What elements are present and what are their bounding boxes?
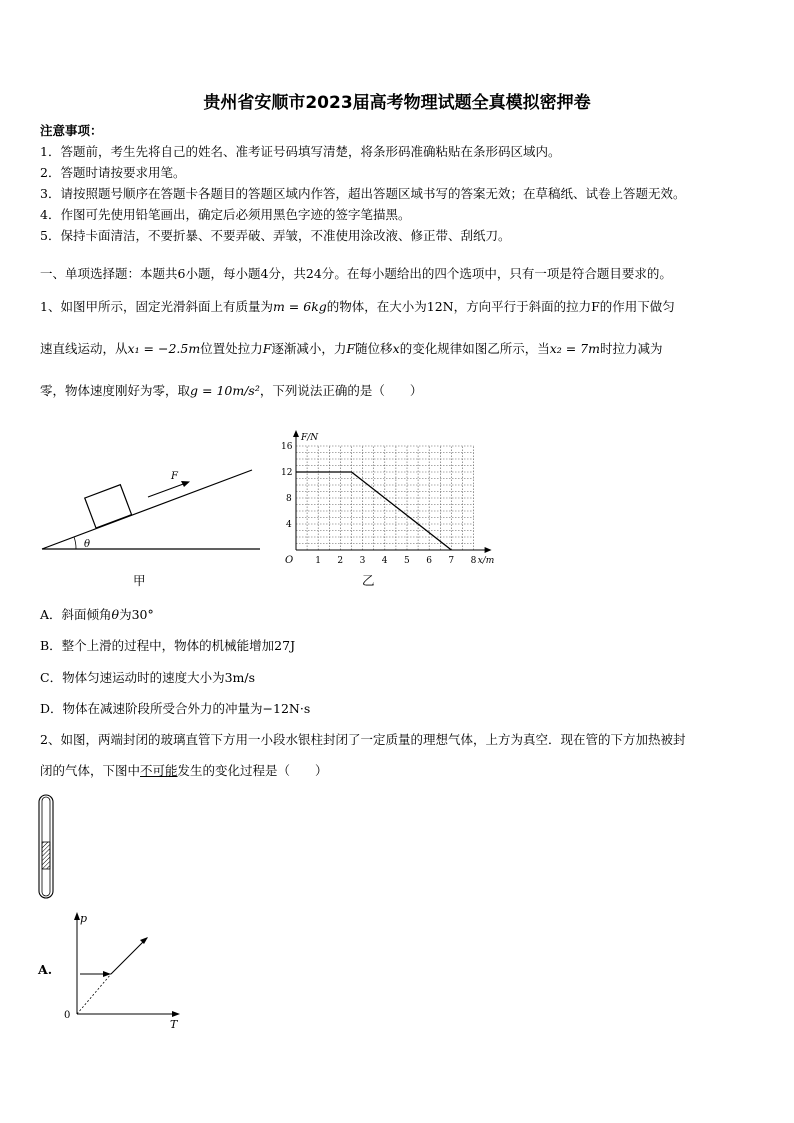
t-axis-arrow — [172, 1011, 180, 1017]
force-arrow-line — [148, 483, 186, 497]
q2-option-a-graph — [58, 908, 184, 1032]
page-title: 贵州省安顺市2023届高考物理试题全真模拟密押卷 — [203, 93, 591, 113]
q1-text: 1、如图甲所示，固定光滑斜面上有质量为 — [40, 299, 273, 314]
option-d-impulse: −12N·s — [262, 701, 311, 716]
q1-text: 逐渐减小，力 — [271, 341, 347, 356]
y-tick-label: 4 — [286, 520, 292, 530]
option-a-text: 为30° — [119, 607, 154, 622]
q1-force: F — [262, 341, 272, 356]
q1-line-2 — [40, 339, 663, 357]
q1-text: 随位移 — [355, 341, 393, 356]
q1-g: g = 10m/s² — [190, 383, 260, 398]
x-tick-label: 8 — [470, 556, 477, 566]
q1-line-3 — [40, 381, 422, 399]
notice-item-5: 5．保持卡面清洁，不要折暴、不要弄破、弄皱，不准使用涂改液、修正带、刮纸刀。 — [40, 228, 511, 243]
q2-line-1: 2、如图，两端封闭的玻璃直管下方用一小段水银柱封闭了一定质量的理想气体，上方为真空．现在管的下方加热被封 — [40, 732, 686, 747]
x-tick-label: 3 — [359, 556, 366, 566]
q2-text: 闭的气体，下图中 — [40, 763, 141, 778]
force-displacement-chart — [276, 415, 502, 571]
option-d[interactable] — [40, 699, 310, 717]
notice-item-1: 1．答题前，考生先将自己的姓名、准考证号码填写清楚，将条形码准确粘贴在条形码区域内。 — [40, 144, 561, 159]
angle-arc — [74, 537, 76, 549]
incline-figure — [38, 450, 264, 560]
incline-line — [42, 470, 252, 549]
q1-text: 零，物体速度刚好为零，取 — [40, 383, 191, 398]
figure-caption-yi: 乙 — [362, 573, 375, 588]
sloped-arrowhead — [140, 937, 148, 944]
q1-force: F — [346, 341, 356, 356]
q1-line-1 — [40, 297, 675, 315]
x-axis-arrow — [485, 547, 492, 553]
horizontal-arrowhead — [103, 971, 111, 977]
q2-line-2 — [40, 761, 328, 779]
q2-option-a-label[interactable]: A. — [38, 962, 53, 977]
q2-emphasis: 不可能 — [140, 763, 178, 778]
section-heading: 一、单项选择题：本题共6小题，每小题4分，共24分。在每小题给出的四个选项中，只有一项是符合题目要求的。 — [40, 266, 672, 281]
t-axis-label: T — [170, 1018, 178, 1031]
notice-item-4: 4．作图可先使用铅笔画出，确定后必须用黑色字迹的签字笔描黑。 — [40, 207, 411, 222]
notice-item-2: 2．答题时请按要求用笔。 — [40, 165, 186, 180]
option-c[interactable] — [40, 668, 255, 686]
x-tick-label: 2 — [337, 556, 344, 566]
x-tick-label: 1 — [315, 556, 321, 566]
y-tick-label: 8 — [286, 494, 292, 504]
x-tick-label: 4 — [381, 556, 388, 566]
process-line-sloped — [111, 938, 147, 974]
y-tick-label: 12 — [281, 468, 293, 478]
option-b[interactable] — [40, 636, 295, 654]
y-tick-label: 16 — [281, 442, 293, 452]
q1-text: 时拉力减为 — [600, 341, 663, 356]
chart-ylabel: F/N — [301, 433, 319, 443]
mercury-column — [42, 842, 50, 869]
p-axis-label: p — [80, 912, 88, 925]
q2-text: 发生的变化过程是（ ） — [177, 763, 328, 778]
q1-text: 位置处拉力 — [200, 341, 263, 356]
option-a[interactable] — [40, 605, 154, 623]
q1-mass: m = 6kg — [272, 299, 327, 314]
glass-tube-figure — [34, 792, 58, 902]
figure-caption-jia: 甲 — [133, 573, 146, 588]
y-axis-arrow — [293, 430, 299, 437]
x-tick-label: 7 — [448, 556, 455, 566]
x-tick-label: 6 — [426, 556, 432, 566]
option-a-text: A．斜面倾角 — [40, 607, 112, 622]
extension-dashed-line — [77, 974, 111, 1014]
q1-text: 的变化规律如图乙所示，当 — [399, 341, 550, 356]
option-a-theta: θ — [111, 607, 120, 622]
chart-xlabel: x/m — [477, 556, 495, 566]
q1-text: 速直线运动，从 — [40, 341, 128, 356]
q1-text: 的物体，在大小为12N，方向平行于斜面的拉力F的作用下做匀 — [326, 299, 675, 314]
q1-x2: x₂ = 7m — [549, 341, 600, 356]
block-on-incline — [85, 485, 132, 528]
option-d-text: D．物体在减速阶段所受合外力的冲量为 — [40, 701, 263, 716]
angle-label: θ — [84, 539, 91, 550]
graph-origin: 0 — [64, 1010, 71, 1021]
q1-x: x — [392, 341, 400, 356]
notice-heading: 注意事项： — [40, 123, 103, 138]
x-tick-label: 5 — [404, 556, 410, 566]
chart-origin: O — [285, 555, 294, 566]
option-b-text: B．整个上滑的过程中，物体的机械能增加27J — [40, 638, 296, 653]
notice-item-3: 3．请按照题号顺序在答题卡各题目的答题区域内作答，超出答题区域书写的答案无效；在草稿纸、试卷上答题无效。 — [40, 186, 686, 201]
force-label: F — [171, 471, 178, 482]
q1-text: ，下列说法正确的是（ ） — [259, 383, 423, 398]
option-c-text: C．物体匀速运动时的速度大小为3m/s — [40, 670, 255, 685]
q1-x1: x₁ = −2.5m — [127, 341, 201, 356]
